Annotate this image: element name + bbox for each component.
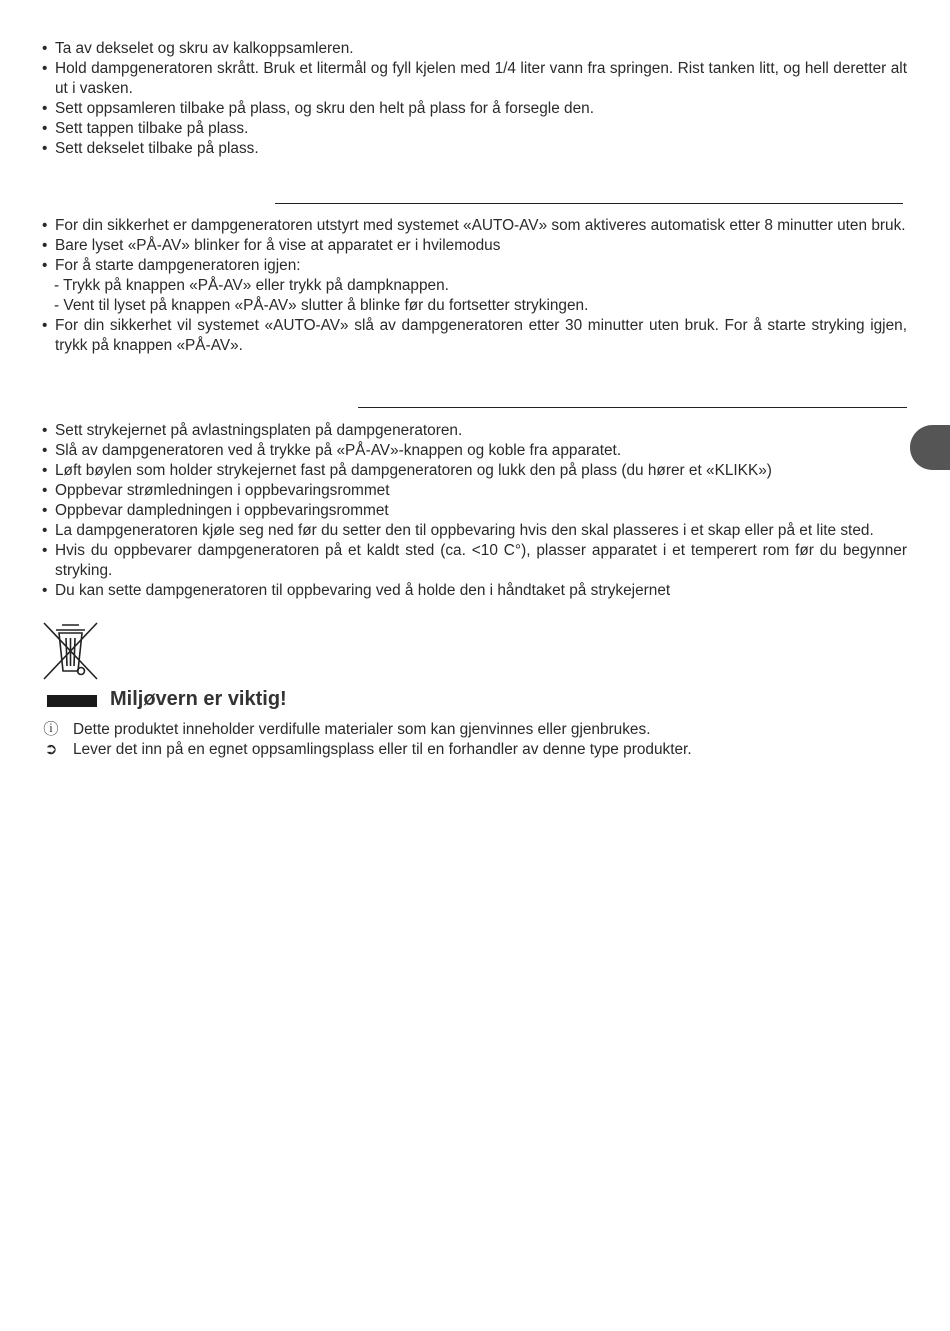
arrow-icon: ➲ [44,741,58,758]
list-item: ⓘ Dette produktet inneholder verdifulle materialer som kan gjenvinnes eller gjenbrukes. [43,721,651,738]
crossed-out-wheelie-bin-icon [42,621,99,681]
list-item: • Løft bøylen som holder strykejernet fast på dampgeneratoren og lukk den på plass (du hører et «KLIKK») [42,462,772,479]
bullet: • [42,237,48,254]
sub-item: - Trykk på knappen «PÅ-AV» eller trykk på dampknappen. [54,277,449,294]
bullet: • [42,120,48,137]
bullet: • [42,542,48,559]
bullet: • [42,522,48,539]
list-item: • Sett oppsamleren tilbake på plass, og skru den helt på plass for å forsegle den. [42,100,594,117]
list-item: • Hold dampgeneratoren skrått. Bruk et litermål og fyll kjelen med 1/4 liter vann fra springen. Rist tanken litt, og hell deretter alt ut i vasken. [42,60,907,97]
bullet: • [42,40,48,57]
section-divider [358,407,907,408]
list-item: • Bare lyset «PÅ-AV» blinker for å vise at apparatet er i hvilemodus [42,237,501,254]
auto-off-info [42,216,907,356]
language-tab [910,425,950,470]
bullet: • [42,100,48,117]
list-item: • Hvis du oppbevarer dampgeneratoren på et kaldt sted (ca. <10 C°), plasser apparatet i et temperert rom før du begynner stryking. [42,542,907,579]
list-item: • For din sikkerhet er dampgeneratoren utstyrt med systemet «AUTO-AV» som aktiveres automatisk etter 8 minutter uten bruk. [42,217,906,234]
list-item: • For å starte dampgeneratoren igjen: [42,257,301,274]
list-item: • Sett dekselet tilbake på plass. [42,140,259,157]
list-item: • Slå av dampgeneratoren ved å trykke på «PÅ-AV»-knappen og koble fra apparatet. [42,442,622,459]
list-item: • La dampgeneratoren kjøle seg ned før du setter den til oppbevaring hvis den skal plasseres i et skap eller på et lite sted. [42,522,874,539]
info-icon: ⓘ [43,721,59,738]
list-item: • Sett tappen tilbake på plass. [42,120,249,137]
bullet: • [42,502,48,519]
list-item: • Sett strykejernet på avlastningsplaten på dampgeneratoren. [42,422,463,439]
bullet: • [42,217,48,234]
bullet: • [42,422,48,439]
list-item: • Ta av dekselet og skru av kalkoppsamleren. [42,40,354,57]
bullet: • [42,257,48,274]
bullet: • [42,442,48,459]
list-item: • Oppbevar dampledningen i oppbevaringsrommet [42,502,389,519]
list-item: • Du kan sette dampgeneratoren til oppbevaring ved å holde den i håndtaket på strykejernet [42,582,671,599]
bullet: • [42,462,48,479]
sub-item: - Vent til lyset på knappen «PÅ-AV» slutter å blinke før du fortsetter strykingen. [54,297,589,314]
section-divider [275,203,903,204]
bullet: • [42,60,48,77]
storage-steps [42,421,907,601]
environment-info [42,720,907,760]
list-item: • Oppbevar strømledningen i oppbevaringsrommet [42,482,390,499]
list-item: ➲ Lever det inn på en egnet oppsamlingsplass eller til en forhandler av denne type produkter. [42,740,907,760]
bullet: • [42,140,48,157]
bullet: • [42,317,48,334]
heading-bar [47,695,97,707]
bullet: • [42,582,48,599]
list-item: • For din sikkerhet vil systemet «AUTO-AV» slå av dampgeneratoren etter 30 minutter uten bruk. For å starte stryking igjen, trykk på knappen «PÅ-AV». [42,317,907,354]
descaling-steps [42,39,907,159]
environment-heading: Miljøvern er viktig! [110,688,287,710]
bullet: • [42,482,48,499]
